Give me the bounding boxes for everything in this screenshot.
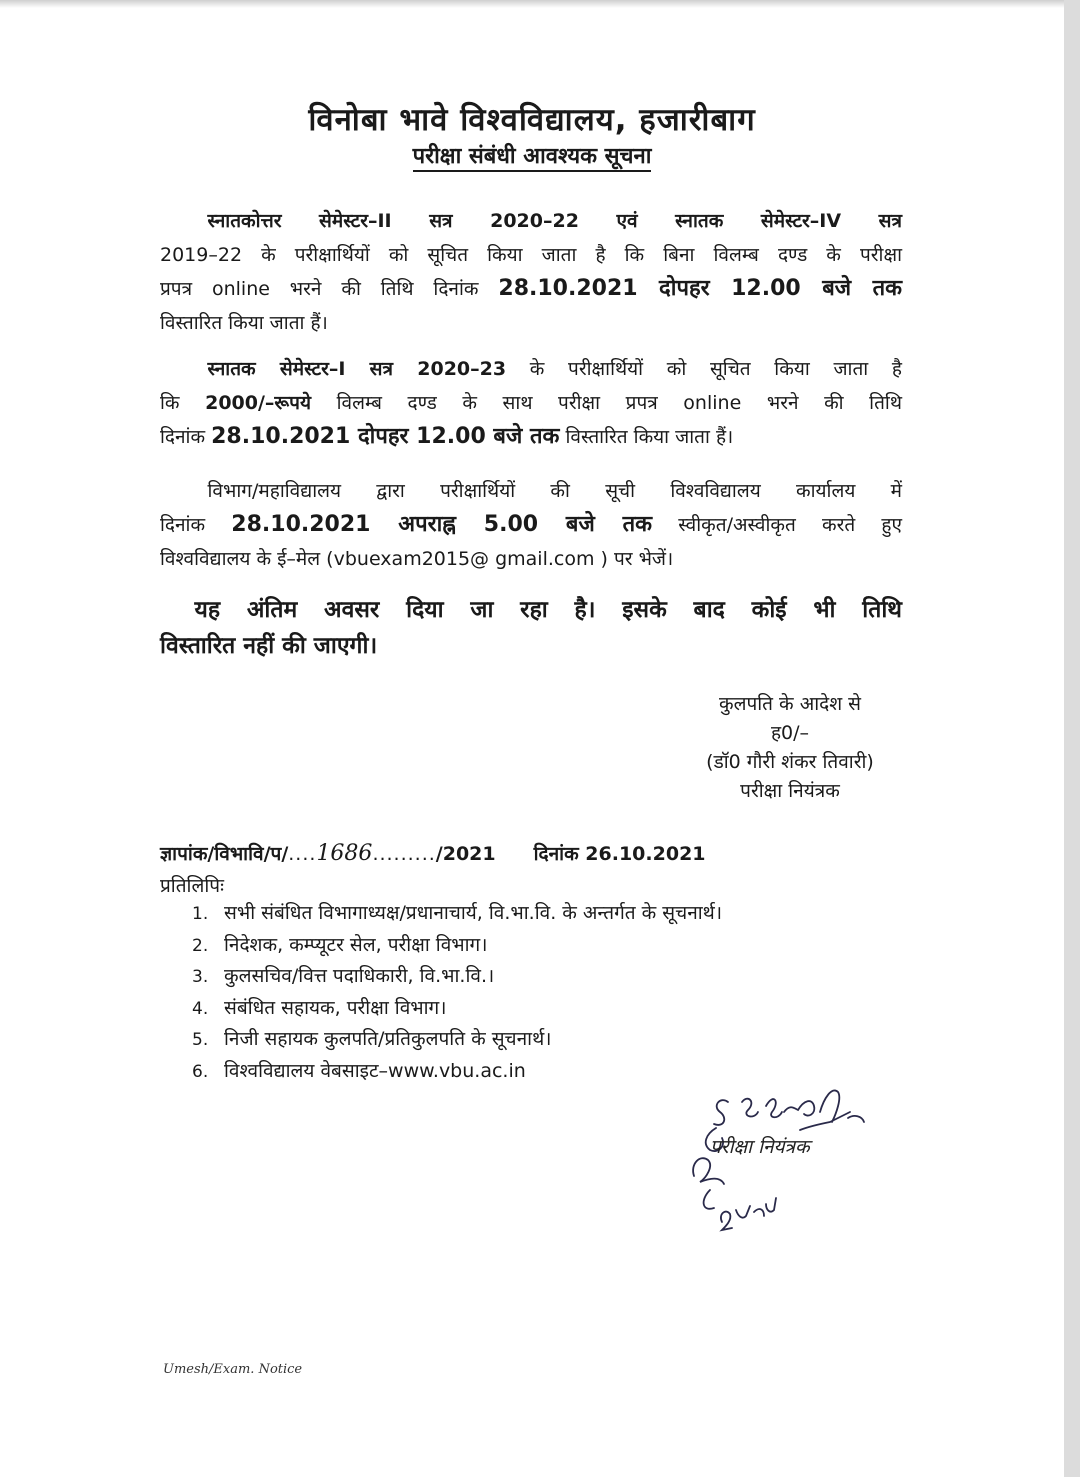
memo-dots: .... [288, 843, 317, 865]
signature-order: कुलपति के आदेश से [719, 693, 861, 715]
paragraph-line [160, 352, 902, 386]
paragraph-text: विभाग/महाविद्यालय द्वारा परीक्षार्थियों की सूची विश्वविद्यालय कार्यालय में [207, 480, 902, 502]
copies-label: प्रतिलिपिः [160, 875, 224, 897]
memo-line [160, 840, 706, 866]
deadline-text: 28.10.2021 दोपहर 12.00 बजे तक [498, 276, 903, 301]
list-text: सभी संबंधित विभागाध्यक्ष/प्रधानाचार्य, वि.भा.वि. के अन्तर्गत के सूचनार्थ। [224, 902, 723, 924]
signature-signed: ह0/– [770, 722, 810, 744]
signature-block [640, 690, 940, 806]
notice-subtitle-text: परीक्षा संबंधी आवश्यक सूचना [413, 144, 652, 172]
memo-year: /2021 [435, 843, 496, 865]
paragraph-text: प्रपत्र online भरने की तिथि दिनांक [160, 278, 479, 300]
paragraph-text: दिनांक [160, 426, 206, 448]
list-index: 2. [192, 935, 209, 956]
university-title: विनोबा भावे विश्वविद्यालय, हजारीबाग [308, 102, 756, 138]
paragraph-bold-text: स्नातक सेमेस्टर–I सत्र 2020–23 [207, 358, 507, 380]
list-text: विश्वविद्यालय वेबसाइट–www.vbu.ac.in [224, 1059, 526, 1082]
scan-shadow [0, 0, 1064, 8]
list-item [192, 993, 722, 1025]
list-item [192, 930, 722, 962]
list-text: निजी सहायक कुलपति/प्रतिकुलपति के सूचनार्थ। [224, 1028, 552, 1050]
paragraph-text: विस्तारित किया जाता हैं। [565, 426, 734, 448]
scan-edge [1064, 0, 1080, 1477]
list-index: 4. [192, 998, 209, 1019]
signature-name: (डॉ0 गौरी शंकर तिवारी) [706, 751, 874, 773]
memo-date: दिनांक 26.10.2021 [533, 843, 706, 865]
list-index: 6. [192, 1061, 209, 1082]
paragraph-text: कि [160, 392, 180, 414]
deadline-text: 28.10.2021 दोपहर 12.00 बजे तक [211, 424, 560, 449]
memo-dots: ......... [372, 843, 436, 865]
deadline-text: 28.10.2021 अपराह्न 5.00 बजे तक [231, 512, 653, 537]
paragraph-text: दिनांक [160, 514, 206, 536]
paragraph-line [160, 474, 902, 508]
signature-designation: परीक्षा नियंत्रक [740, 780, 840, 802]
list-text: संबंधित सहायक, परीक्षा विभाग। [224, 996, 447, 1019]
paragraph-line [160, 386, 902, 420]
list-item [192, 1024, 722, 1056]
list-text: कुलसचिव/वित्त पदाधिकारी, वि.भा.वि.। [224, 965, 495, 987]
paragraph-bold-text: स्नातकोत्तर सेमेस्टर–II सत्र 2020–22 एवं स्नातक सेमेस्टर–IV सत्र [207, 210, 902, 232]
list-item [192, 1056, 722, 1088]
list-index: 5. [192, 1030, 209, 1050]
paragraph-line [160, 204, 902, 238]
paragraph-line: 2019–22 के परीक्षार्थियों को सूचित किया जाता है कि बिना विलम्ब दण्ड के परीक्षा [160, 244, 902, 266]
copies-list [192, 898, 722, 1087]
footer-reference: Umesh/Exam. Notice [163, 1362, 303, 1377]
paragraph-line [160, 420, 902, 454]
final-chance-warning [160, 592, 902, 664]
paragraph-line [160, 592, 902, 628]
handwritten-signature-graphic [680, 1072, 910, 1252]
late-fee-text: 2000/–रूपये [205, 392, 311, 414]
list-index: 1. [192, 904, 209, 924]
paragraph-line: विस्तारित नहीं की जाएगी। [160, 633, 378, 659]
paragraph-pg-deadline [160, 204, 902, 340]
paragraph-line: विश्वविद्यालय के ई–मेल (vbuexam2015@ gmail.com ) पर भेजें। [160, 548, 674, 570]
paragraph-line [160, 272, 902, 306]
paragraph-ug-deadline [160, 352, 902, 454]
memo-prefix: ज्ञापांक/विभावि/प/ [160, 843, 289, 865]
handwritten-designation: परीक्षा नियंत्रक [710, 1136, 810, 1158]
paragraph-line [160, 508, 902, 542]
paragraph-text: विलम्ब दण्ड के साथ परीक्षा प्रपत्र online भरने की तिथि [336, 392, 902, 414]
list-item [192, 961, 722, 993]
paragraph-text: के परीक्षार्थियों को सूचित किया जाता है [529, 358, 902, 380]
notice-subtitle [0, 140, 1064, 170]
paragraph-department-list [160, 474, 902, 576]
paragraph-line: विस्तारित किया जाता हैं। [160, 312, 328, 334]
paragraph-text: स्वीकृत/अस्वीकृत करते हुए [678, 514, 902, 536]
memo-number: 1686 [316, 841, 373, 866]
handwritten-signature [680, 1072, 910, 1252]
list-index: 3. [192, 967, 209, 987]
list-text: निदेशक, कम्प्यूटर सेल, परीक्षा विभाग। [224, 933, 488, 956]
list-item [192, 898, 722, 930]
warning-text: यह अंतिम अवसर दिया जा रहा है। इसके बाद कोई भी तिथि [194, 597, 902, 623]
